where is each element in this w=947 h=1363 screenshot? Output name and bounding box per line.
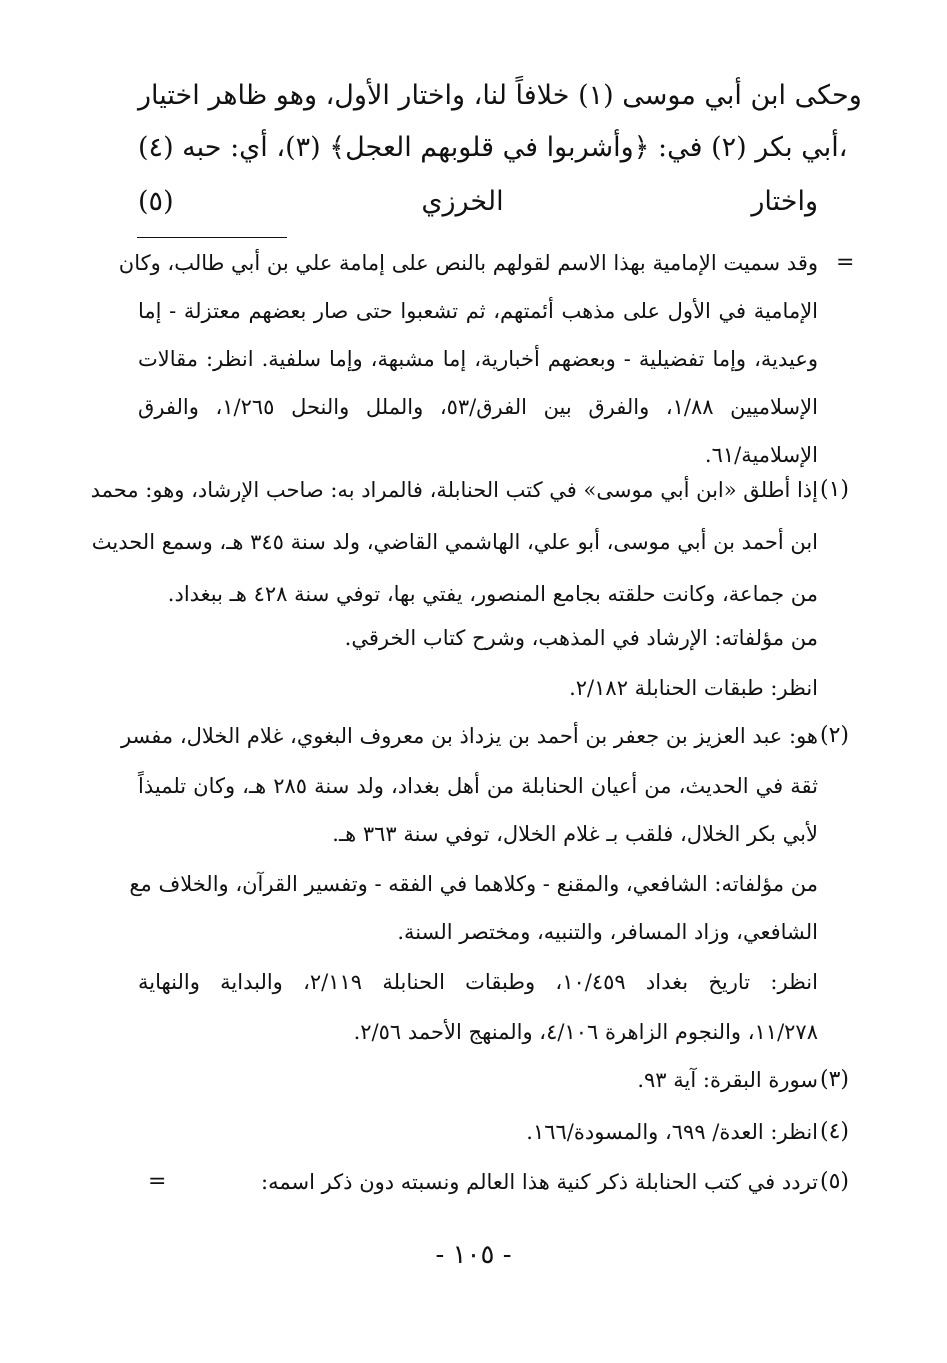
footnote-2-number: (٢) <box>820 723 850 748</box>
footnote-1-line-2: ابن أحمد بن أبي موسى، أبو علي، الهاشمي القاضي، ولد سنة ٣٤٥ هـ، وسمع الحديث <box>91 530 818 554</box>
page-number: - ١٠٥ - <box>435 1240 512 1270</box>
footnote-continued-line-4: الإسلاميين ١/٨٨، والفرق بين الفرق/٥٣، والملل والنحل ١/٢٦٥، والفرق <box>138 395 818 419</box>
footnote-5-continues-mark: = <box>148 1169 167 1194</box>
footnote-2-line-2: ثقة في الحديث، من أعيان الحنابلة من أهل بغداد، ولد سنة ٢٨٥ هـ، وكان تلميذاً <box>138 774 818 798</box>
footnote-1-line-5: انظر: طبقات الحنابلة ٢/١٨٢. <box>569 676 818 700</box>
footnote-2-line-5: الشافعي، وزاد المسافر، والتنبيه، ومختصر السنة. <box>397 920 818 944</box>
footnote-4-text: انظر: العدة/ ٦٩٩، والمسودة/١٦٦. <box>526 1120 818 1144</box>
footnote-continued-line-2: الإمامية في الأول على مذهب أئمتهم، ثم تشعبوا حتى صار بعضهم معتزلة - إما <box>138 299 818 323</box>
footnote-continued-line-1: وقد سميت الإمامية بهذا الاسم لقولهم بالنص على إمامة علي بن أبي طالب، وكان <box>118 251 818 275</box>
footnote-2-line-7: ١١/٢٧٨، والنجوم الزاهرة ٤/١٠٦، والمنهج الأحمد ٢/٥٦. <box>353 1020 818 1044</box>
footnote-1-line-3: من جماعة، وكانت حلقته بجامع المنصور، يفتي بها، توفي سنة ٤٢٨ هـ ببغداد. <box>167 582 818 606</box>
footnote-1-line-1: إذا أطلق «ابن أبي موسى» في كتب الحنابلة، فالمراد به: صاحب الإرشاد، وهو: محمد <box>90 478 818 502</box>
footnote-separator <box>137 237 287 238</box>
main-text-line-1: وحكى ابن أبي موسى (١) خلافاً لنا، واختار الأول، وهو ظاهر اختيار <box>138 80 862 111</box>
footnote-2-line-1: هو: عبد العزيز بن جعفر بن أحمد بن يزداذ بن معروف البغوي، غلام الخلال، مفسر <box>120 724 818 748</box>
footnote-1-number: (١) <box>820 477 850 502</box>
footnote-continued-line-3: وعيدية، وإما تفضيلية - وبعضهم أخبارية، إما مشبهة، وإما سلفية. انظر: مقالات <box>138 347 818 371</box>
footnote-3-number: (٣) <box>820 1067 850 1092</box>
footnote-2-line-4: من مؤلفاته: الشافعي، والمقنع - وكلاهما في الفقه - وتفسير القرآن، والخلاف مع <box>129 872 818 896</box>
continued-mark: = <box>836 250 855 275</box>
footnote-5-text: تردد في كتب الحنابلة ذكر كنية هذا العالم ونسبته دون ذكر اسمه: <box>261 1170 818 1194</box>
footnote-2-line-6: انظر: تاريخ بغداد ١٠/٤٥٩، وطبقات الحنابلة ٢/١١٩، والبداية والنهاية <box>138 970 818 994</box>
footnote-continued-line-5: الإسلامية/٦١. <box>704 443 818 467</box>
main-text-line-3: واختار الخرزي (٥) <box>138 186 818 217</box>
footnote-3-text: سورة البقرة: آية ٩٣. <box>637 1068 818 1092</box>
footnote-2-line-3: لأبي بكر الخلال، فلقب بـ غلام الخلال، توفي سنة ٣٦٣ هـ. <box>332 822 818 846</box>
main-text-line-2: أبي بكر (٢) في: ﴿وأشربوا في قلوبهم العجل﴾ (٣)، أي: حبه (٤)، <box>138 132 848 163</box>
footnote-4-number: (٤) <box>820 1119 850 1144</box>
footnote-5-number: (٥) <box>820 1169 850 1194</box>
footnote-1-line-4: من مؤلفاته: الإرشاد في المذهب، وشرح كتاب الخرقي. <box>344 626 818 650</box>
